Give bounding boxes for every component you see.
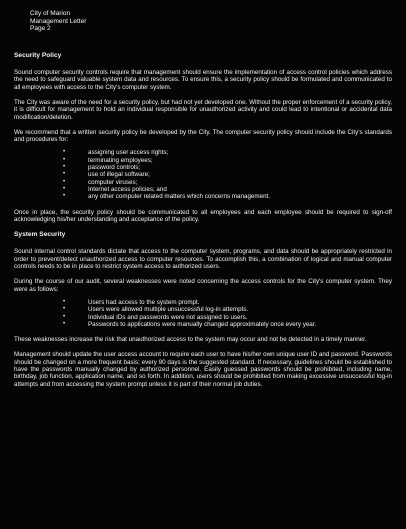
list-item: • any other computer related matters which concerns management. [14, 193, 392, 200]
system-security-list [14, 299, 392, 328]
list-item: • Users were allowed multiple unsuccessful log-in attempts. [14, 306, 392, 313]
header-page-number: Page 2 [30, 25, 51, 33]
header-letter-type: Management Letter [30, 17, 87, 25]
document-body [14, 10, 392, 396]
security-policy-paragraph-4: Once in place, the security policy should be communicated to all employees and each employee should be required to sign-off acknowledging his/her understanding and acceptance of the policy. [14, 208, 392, 223]
list-item: • Users had access to the system prompt. [14, 299, 392, 306]
security-policy-heading: Security Policy [14, 51, 62, 59]
list-item: • password controls; [14, 164, 392, 171]
system-security-heading: System Security [14, 231, 66, 239]
system-security-paragraph-1: Sound internal control standards dictate that access to the computer system, programs, and data should be appropriately restricted in order to prevent/detect unauthorized access to computer resources. To accomplish this, a combination of logical and manual computer controls needs to be in place to restrict system access to authorized users. [14, 248, 392, 271]
list-item: • terminating employees; [14, 157, 392, 164]
list-item: • Internet access policies; and [14, 186, 392, 193]
letter-header [30, 10, 392, 33]
system-security-paragraph-4: Management should update the user access account to require each user to have his/her own unique user ID and password. Passwords should be changed on a more frequent basis; every 90 days is the suggested standard. If necessary, guidelines should be established to have the passwords manually changed by authorized personnel. Easily guessed passwords should be prohibited, including name, birthday, job function, application name, and so forth. In addition, users should be prohibited from making excessive unsuccessful log-in attempts and from accessing the system prompt unless it is part of their normal job duties. [14, 351, 392, 388]
system-security-paragraph-2: During the course of our audit, several weaknesses were noted concerning the access controls for the City's computer system. They were as follows: [14, 278, 392, 293]
security-policy-list [14, 149, 392, 200]
list-item: • assigning user access rights; [14, 149, 392, 156]
list-item: • computer viruses; [14, 179, 392, 186]
list-item: • use of illegal software; [14, 171, 392, 178]
security-policy-paragraph-2: The City was aware of the need for a security policy, but had not yet developed one. Without the proper enforcement of a security policy, it is difficult for management to hold an individual responsible for unauthorized activity and could lead to intentional or accidental data modification/deletion. [14, 98, 392, 121]
list-item: • Passwords to applications were manually changed approximately once every year. [14, 321, 392, 328]
header-city: City of Marion [30, 10, 71, 17]
security-policy-paragraph-3: We recommend that a written security policy be developed by the City. The computer security policy should include the City's standards and procedures for: [14, 128, 392, 144]
security-policy-paragraph-1: Sound computer security controls require that management should ensure the implementation of access control policies which address the need to safeguard valuable system data and resources. To ensure this, a security policy should be formulated and communicated to all employees with access to the City's computer system. [14, 69, 392, 91]
system-security-paragraph-3: These weaknesses increase the risk that unauthorized access to the system may occur and not be detected in a timely manner. [14, 336, 367, 344]
list-item: • Individual IDs and passwords were not assigned to users. [14, 314, 392, 321]
